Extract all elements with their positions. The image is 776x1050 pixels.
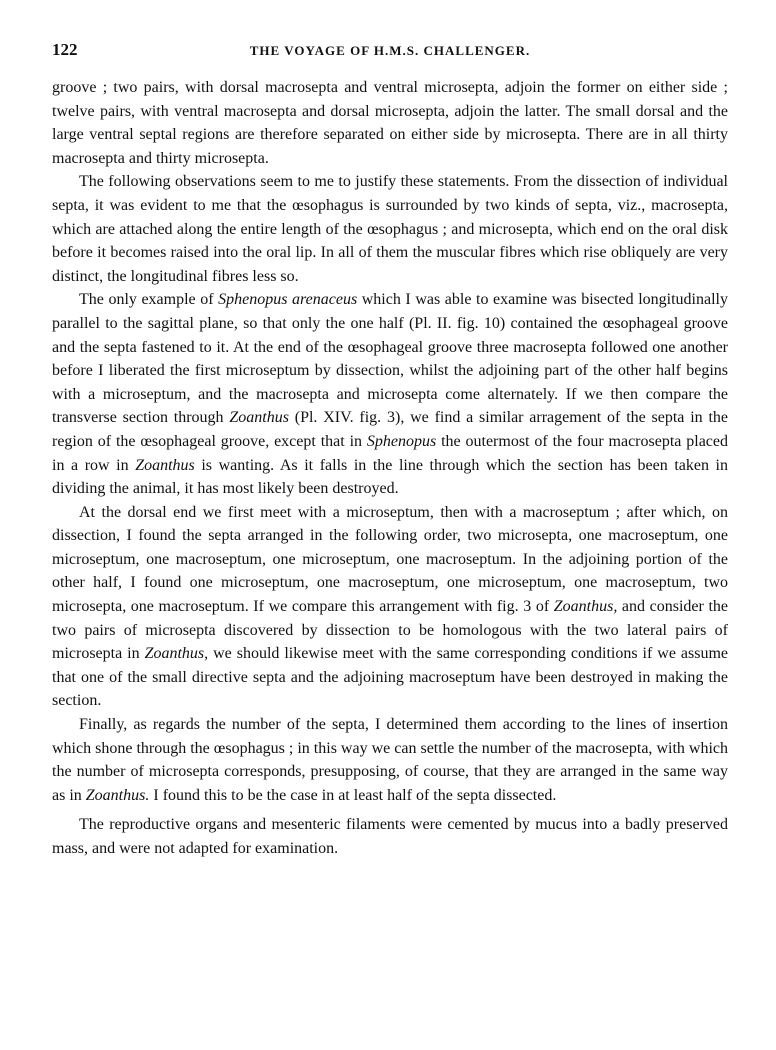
genus-name: Zoanthus. [85, 786, 150, 804]
paragraph-1: groove ; two pairs, with dorsal macrosepta and ventral microsepta, adjoin the former on either side ; twelve pairs, with ventral macrosepta and dorsal microsepta, adjoin the latter. The small dorsal and the large ventral septal regions are therefore separated on either side by microsepta. There are in all thirty macrosepta and thirty microsepta. [52, 79, 728, 167]
paragraph-3: The only example of Sphenopus arenaceus which I was able to examine was bisected longitudinally parallel to the sagittal plane, so that only the one half (Pl. II. fig. 10) contained the œsophageal groove and the septa fastened to it. At the end of the œsophageal groove three macrosepta followed one another before I liberated the first microseptum by dissection, whilst the adjoining part of the other half begins with a microseptum, and the macrosepta and microsepta come alternately. If we then compare the transverse section through Zoanthus (Pl. XIV. fig. 3), we find a similar arragement of the septa in the region of the œsophageal groove, except that in Sphenopus the outermost of the four macrosepta placed in a row in Zoanthus is wanting. As it falls in the line through which the section has been taken in dividing the animal, it has most likely been destroyed. [52, 291, 729, 498]
genus-name: Zoanthus, [553, 598, 618, 616]
genus-name: Zoanthus [135, 456, 195, 474]
body-text [52, 76, 728, 861]
genus-name: Sphenopus [366, 432, 437, 450]
page-number: 122 [52, 40, 78, 59]
page-header [52, 40, 728, 66]
species-name: Sphenopus arenaceus [218, 291, 358, 309]
paragraph-6: The reproductive organs and mesenteric filaments were cemented by mucus into a badly preserved mass, and were not adapted for examination. [52, 816, 728, 857]
paragraph-4: At the dorsal end we first meet with a microseptum, then with a macroseptum ; after which, on dissection, I found the septa arranged in the following order, two microsepta, one macroseptum, one microseptum, one macroseptum, one microseptum, one macroseptum. In the adjoining portion of the other half, I found one microseptum, one macroseptum, one microseptum, one macroseptum, two microsepta, one macroseptum. If we compare this arrangement with fig. 3 of Zoanthus, and consider the two pairs of microsepta discovered by dissection to be homologous with the two lateral pairs of microsepta in Zoanthus, we should likewise meet with the same corresponding conditions if we assume that one of the small directive septa and the adjoining macroseptum have been destroyed in making the section. [52, 503, 728, 710]
paragraph-2: The following observations seem to me to justify these statements. From the dissection of individual septa, it was evident to me that the œsophagus is surrounded by two kinds of septa, viz., macrosepta, which are attached along the entire length of the œsophagus ; and microsepta, which end on the oral disk before it becomes raised into the oral lip. In all of them the muscular fibres which rise obliquely are very distinct, the longitudinal fibres less so. [52, 173, 728, 285]
running-head: THE VOYAGE OF H.M.S. CHALLENGER. [249, 43, 531, 58]
genus-name: Zoanthus, [144, 645, 209, 663]
genus-name: Zoanthus [229, 409, 289, 427]
paragraph-5: Finally, as regards the number of the septa, I determined them according to the lines of insertion which shone through the œsophagus ; in this way we can settle the number of the macrosepta, with which the number of microsepta corresponds, presupposing, of course, that they are arranged in the same way as in Zoanthus. I found this to be the case in at least half of the septa dissected. [52, 716, 728, 804]
document-page [52, 40, 728, 861]
